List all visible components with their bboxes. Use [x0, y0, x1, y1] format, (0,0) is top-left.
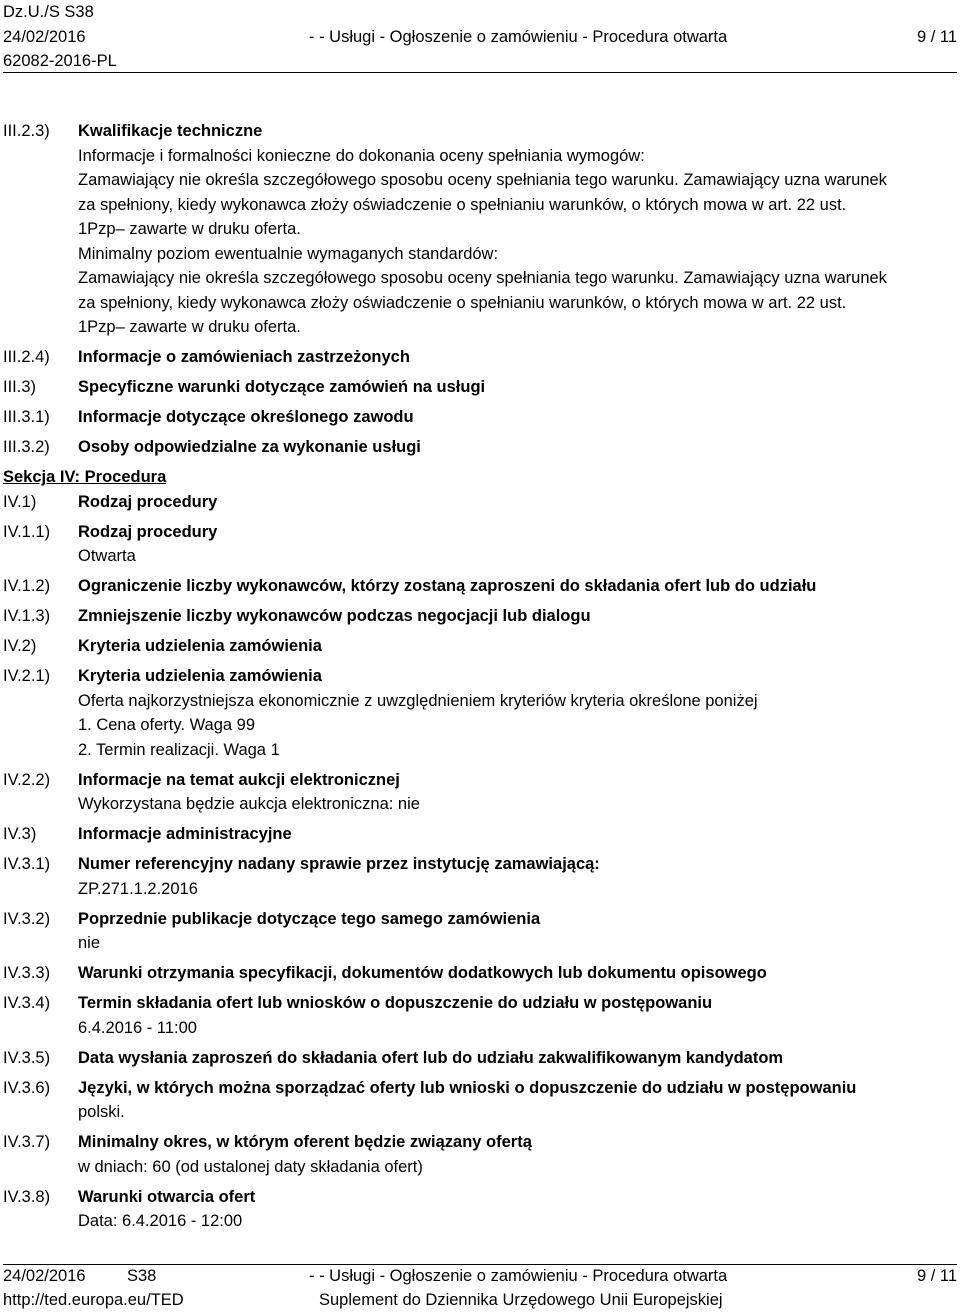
section-entry — [3, 345, 957, 370]
entry-body — [78, 991, 957, 1040]
entry-text-line: ZP.271.1.2.2016 — [78, 879, 198, 898]
entry-text-line: Otwarta — [78, 547, 136, 565]
entry-body — [78, 435, 957, 460]
entry-number: III.3.2) — [3, 438, 50, 456]
entry-body — [78, 375, 957, 400]
section-entry — [3, 574, 957, 599]
entry-text-line: za spełniony, kiedy wykonawca złoży oświadczenie o spełnianiu warunków, o których mowa w art. 22 ust. — [78, 293, 847, 312]
section-entry — [3, 1046, 957, 1071]
entry-body — [78, 634, 957, 659]
entry-text-line: w dniach: 60 (od ustalonej daty składania ofert) — [78, 1157, 423, 1176]
entry-number: IV.3.2) — [3, 909, 51, 928]
entry-text-line: nie — [78, 934, 101, 952]
entry-number: III.2.4) — [3, 348, 50, 366]
entry-body — [78, 1076, 957, 1125]
section-entry — [3, 634, 957, 659]
entry-heading: Rodzaj procedury — [78, 492, 218, 511]
entry-text-line: Zamawiający nie określa szczegółowego sposobu oceny spełniania tego warunku. Zamawiający uzna warunek — [78, 269, 887, 287]
entry-heading: Warunki otrzymania specyfikacji, dokumentów dodatkowych lub dokumentu opisowego — [78, 964, 767, 982]
entry-number: IV.1.2) — [3, 577, 51, 595]
entry-text-line: Minimalny poziom ewentualnie wymaganych standardów: — [78, 244, 499, 263]
entry-heading: Kryteria udzielenia zamówienia — [78, 667, 322, 685]
section-entry — [3, 664, 957, 762]
entry-number: IV.1) — [3, 492, 37, 511]
entry-body — [78, 1046, 957, 1071]
entry-text-line: polski. — [78, 1103, 125, 1121]
section-entry — [3, 604, 957, 629]
section-entry — [3, 490, 957, 515]
entry-heading: Specyficzne warunki dotyczące zamówień na usługi — [78, 378, 486, 396]
entry-number: IV.3.5) — [3, 1048, 51, 1067]
entry-text-line: Oferta najkorzystniejsza ekonomicznie z uwzględnieniem kryteriów kryteria określone poniżej — [78, 691, 758, 710]
document-body — [3, 119, 957, 1239]
section-entry — [3, 961, 957, 986]
footer-supplement: Suplement do Dziennika Urzędowego Unii Europejskiej — [319, 1291, 723, 1309]
entry-body — [78, 119, 957, 340]
section-entry — [3, 1130, 957, 1179]
section-entry — [3, 375, 957, 400]
entry-text-line: 1Pzp– zawarte w druku oferta. — [78, 220, 301, 238]
entry-heading: Data wysłania zaproszeń do składania ofert lub do udziału zakwalifikowanym kandydatom — [78, 1048, 784, 1067]
entry-heading: Zmniejszenie liczby wykonawców podczas negocjacji lub dialogu — [78, 607, 591, 625]
entry-body — [78, 604, 957, 629]
header-divider — [3, 72, 957, 73]
footer-date: 24/02/2016 — [3, 1267, 86, 1285]
entry-text-line: Data: 6.4.2016 - 12:00 — [78, 1212, 243, 1230]
section-entry — [3, 1076, 957, 1125]
section-entry — [3, 907, 957, 956]
entry-body — [78, 574, 957, 599]
entry-heading: Informacje na temat aukcji elektronicznej — [78, 770, 400, 789]
section-entry — [3, 1185, 957, 1234]
section-entry — [3, 520, 957, 569]
entry-body — [78, 907, 957, 956]
entry-heading: Informacje o zamówieniach zastrzeżonych — [78, 348, 410, 366]
section-heading: Sekcja IV: Procedura — [3, 468, 167, 486]
entry-number: IV.3.3) — [3, 964, 51, 982]
entry-heading: Informacje dotyczące określonego zawodu — [78, 408, 414, 426]
entry-number: IV.3.7) — [3, 1133, 51, 1151]
entry-heading: Osoby odpowiedzialne za wykonanie usługi — [78, 438, 421, 456]
section-entry — [3, 119, 957, 340]
entry-heading: Warunki otwarcia ofert — [78, 1187, 256, 1206]
entry-number: IV.3) — [3, 825, 37, 843]
entry-heading: Minimalny okres, w którym oferent będzie związany ofertą — [78, 1133, 532, 1151]
footer-title: - - Usługi - Ogłoszenie o zamówieniu - Procedura otwarta — [309, 1267, 728, 1285]
header-date: 24/02/2016 — [3, 27, 86, 46]
entry-heading: Rodzaj procedury — [78, 522, 218, 541]
entry-heading: Poprzednie publikacje dotyczące tego samego zamówienia — [78, 909, 541, 928]
entry-number: IV.2.2) — [3, 770, 51, 789]
entry-number: IV.3.6) — [3, 1078, 51, 1097]
entry-body — [78, 490, 957, 515]
section-entry — [3, 852, 957, 901]
footer-page-number: 9 / 11 — [916, 1267, 957, 1285]
entry-text-line: 1Pzp– zawarte w druku oferta. — [78, 318, 301, 336]
entry-number: III.3) — [3, 378, 37, 396]
entry-text-line: 6.4.2016 - 11:00 — [78, 1018, 197, 1037]
header-doc-id: 62082-2016-PL — [3, 52, 117, 70]
entry-heading: Kwalifikacje techniczne — [78, 122, 263, 140]
entry-heading: Ograniczenie liczby wykonawców, którzy zostaną zaproszeni do składania ofert lub do udziału — [78, 577, 817, 595]
entry-body — [78, 1185, 957, 1234]
footer-series: S38 — [127, 1267, 157, 1285]
entry-heading: Numer referencyjny nadany sprawie przez instytucję zamawiającą: — [78, 855, 600, 873]
entry-text-line: 2. Termin realizacji. Waga 1 — [78, 740, 280, 759]
entry-heading: Informacje administracyjne — [78, 825, 292, 843]
entry-body — [78, 405, 957, 430]
entry-body — [78, 822, 957, 847]
entry-body — [78, 520, 957, 569]
entry-body — [78, 345, 957, 370]
entry-number: IV.3.8) — [3, 1187, 51, 1206]
section-entry — [3, 991, 957, 1040]
section-entry — [3, 768, 957, 817]
entry-number: IV.2.1) — [3, 667, 51, 685]
entry-text-line: Wykorzystana będzie aukcja elektroniczna: nie — [78, 795, 420, 813]
header-page-number: 9 / 11 — [916, 27, 957, 46]
entry-body — [78, 852, 957, 901]
section-entry — [3, 822, 957, 847]
section-entry — [3, 435, 957, 460]
entry-number: IV.1.1) — [3, 522, 51, 541]
footer-url[interactable]: http://ted.europa.eu/TED — [3, 1291, 184, 1309]
entry-body — [78, 961, 957, 986]
journal-ref: Dz.U./S S38 — [3, 3, 94, 21]
entry-heading: Języki, w których można sporządzać oferty lub wnioski o dopuszczenie do udziału w postępowaniu — [78, 1078, 857, 1097]
entry-number: IV.3.4) — [3, 994, 51, 1012]
entry-heading: Kryteria udzielenia zamówienia — [78, 637, 322, 655]
entry-number: IV.3.1) — [3, 855, 51, 873]
entry-text-line: Informacje i formalności konieczne do dokonania oceny spełniania wymogów: — [78, 146, 645, 165]
entry-number: IV.2) — [3, 637, 37, 655]
entry-heading: Termin składania ofert lub wniosków o dopuszczenie do udziału w postępowaniu — [78, 994, 713, 1012]
section-entry — [3, 405, 957, 430]
header-title: - - Usługi - Ogłoszenie o zamówieniu - Procedura otwarta — [309, 27, 728, 46]
entry-number: IV.1.3) — [3, 607, 51, 625]
entry-body — [78, 664, 957, 762]
entry-number: III.2.3) — [3, 122, 50, 140]
entry-text-line: za spełniony, kiedy wykonawca złoży oświadczenie o spełnianiu warunków, o których mowa w art. 22 ust. — [78, 195, 847, 214]
entry-number: III.3.1) — [3, 408, 50, 426]
entry-body — [78, 768, 957, 817]
entry-body — [78, 1130, 957, 1179]
entry-text-line: 1. Cena oferty. Waga 99 — [78, 716, 256, 734]
entry-text-line: Zamawiający nie określa szczegółowego sposobu oceny spełniania tego warunku. Zamawiający uzna warunek — [78, 171, 887, 189]
